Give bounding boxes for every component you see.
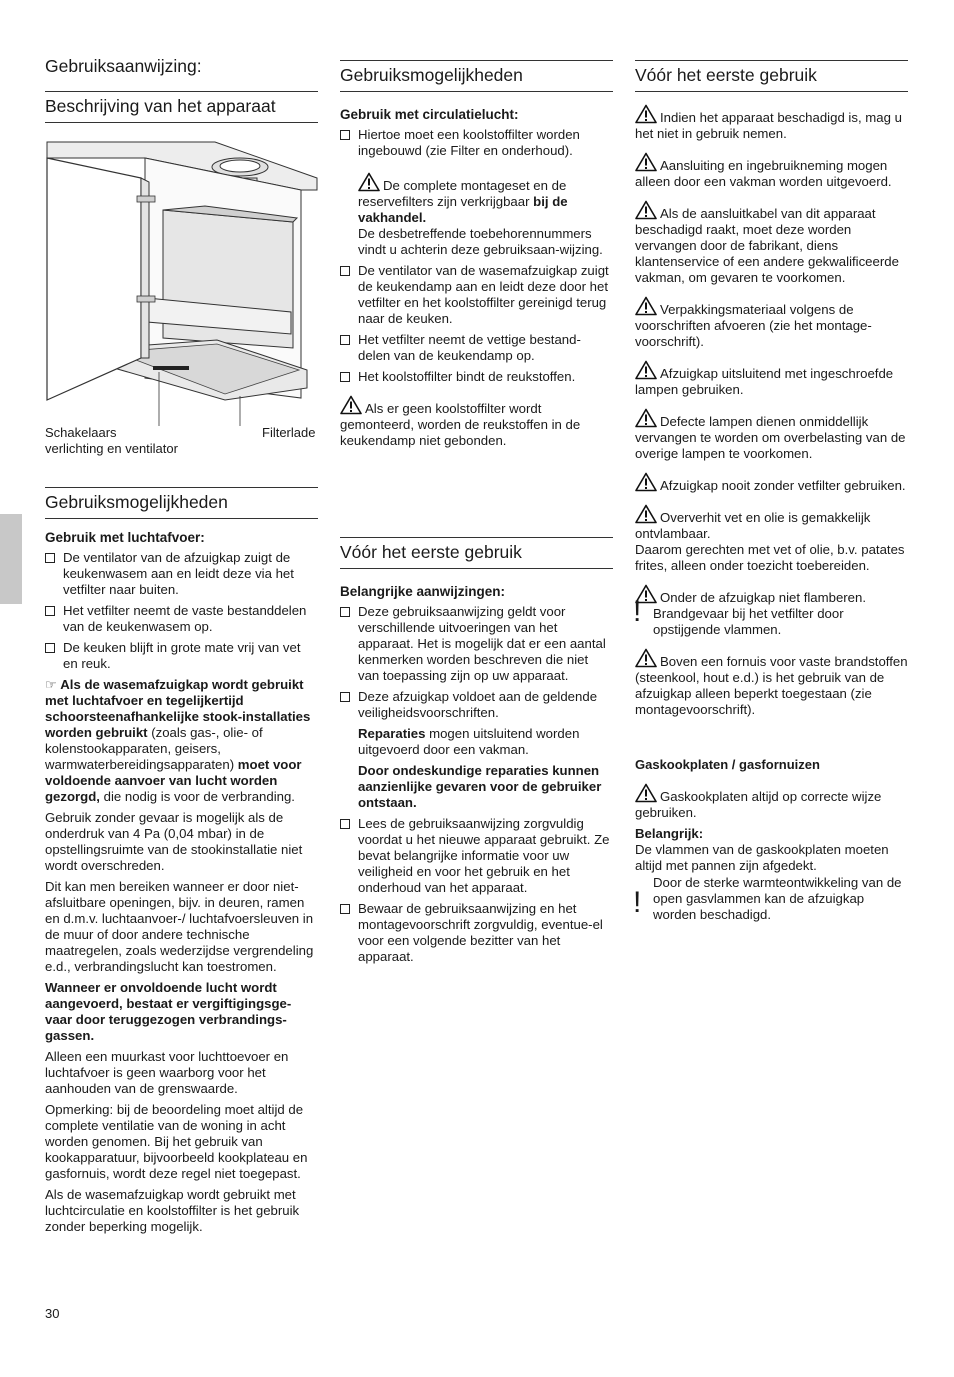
- warning-paragraph: [340, 395, 613, 449]
- warning-item: [635, 408, 908, 462]
- warning-text: Boven een fornuis voor vaste brandstoffen (steenkool, hout e.d.) is het gebruik van de afzuigkap alleen beperkt toegestaan (zie montagevoorschrift).: [635, 654, 908, 717]
- list-item: [340, 369, 613, 385]
- checkbox-bullet-icon: [340, 372, 350, 382]
- warning-block: [358, 172, 613, 258]
- checkbox-bullet-icon: [45, 553, 55, 563]
- usage-circulation-section: [340, 107, 613, 454]
- warning-icon: [635, 360, 657, 380]
- warning-icon: [635, 504, 657, 524]
- warning-icon: [635, 648, 657, 668]
- list-item-text: De keuken blijft in grote mate vrij van vet en reuk.: [63, 640, 301, 671]
- warning-icon: [635, 152, 657, 172]
- checkbox-bullet-icon: [45, 606, 55, 616]
- gas-section: [635, 757, 908, 923]
- warning-icon: [358, 172, 380, 192]
- warning-followup: Daarom gerechten met vet of olie, b.v. patates frites, alleen onder toezicht toebereiden.: [635, 542, 905, 573]
- warning-item: [635, 472, 908, 494]
- heading-usage-circ: Gebruiksmogelijkheden: [340, 60, 613, 92]
- note-normal-2: die nodig is voor de verbranding.: [99, 789, 295, 804]
- checkbox-bullet-icon: [340, 130, 350, 140]
- paragraph: De vlammen van de gaskookplaten moeten altijd met pannen zijn afgedekt.: [635, 842, 889, 873]
- warning-icon: [635, 472, 657, 492]
- warning-item: [635, 783, 908, 821]
- list-item: [340, 689, 613, 811]
- caption-switches-line1: Schakelaars: [45, 425, 117, 440]
- caption-switches-line2: verlichting en ventilator: [45, 441, 178, 456]
- checkbox-bullet-icon: [340, 692, 350, 702]
- note-bold-2: moet voor voldoende aanvoer van lucht worden gezorgd,: [45, 757, 302, 804]
- warning-text-bold: bij de vakhandel.: [358, 194, 568, 225]
- warning-text: Verpakkingsmateriaal volgens de voorschriften afvoeren (zie het montage-voorschrift).: [635, 302, 872, 349]
- warning-item: [635, 360, 908, 398]
- paragraph: Opmerking: bij de beoordeling moet altijd de complete ventilatie van de woning in acht worden genomen. Bij het gebruik van kookapparatuur, bijvoorbeeld kookplateau en gasfornuis, wordt deze regel niet toegepast.: [45, 1102, 308, 1181]
- warning-text: Afzuigkap nooit zonder vetfilter gebruiken.: [660, 478, 906, 493]
- warning-icon: [635, 783, 657, 803]
- list-item-text: Lees de gebruiksaanwijzing zorgvuldig voordat u het nieuwe apparaat gebruikt. Ze bevat belangrijke informatie voor uw veiligheid en voor het gebruik en het onderhoud van het apparaat.: [358, 816, 610, 895]
- repairs-note: [358, 726, 613, 758]
- warning-text: Indien het apparaat beschadigd is, mag u het niet in gebruik nemen.: [635, 110, 902, 141]
- pointing-hand-icon: ☞: [45, 677, 61, 692]
- checkbox-bullet-icon: [340, 335, 350, 345]
- heading-first-use-2: Vóór het eerste gebruik: [635, 60, 908, 92]
- paragraph: Gebruik zonder gevaar is mogelijk als de onderdruk van 4 Pa (0,04 mbar) in de opstellingsruimte van de stookinstallatie niet wordt overschreden.: [45, 810, 303, 873]
- warning-item: [635, 104, 908, 142]
- warning-item: [635, 296, 908, 350]
- subheading-gas: Gaskookplaten / gasfornuizen: [635, 757, 820, 772]
- warning-text: Onder de afzuigkap niet flamberen.: [660, 590, 866, 605]
- list-item-text: Het koolstoffilter bindt de reukstoffen.: [358, 369, 576, 384]
- doc-title: Gebruiksaanwijzing:: [45, 56, 202, 76]
- repairs-warning: Door ondeskundige reparaties kunnen aanzienlijke gevaren voor de gebruiker ontstaan.: [358, 763, 602, 810]
- section-tab-marker: [0, 514, 22, 604]
- warning-item: [635, 200, 908, 286]
- heading-description: Beschrijving van het apparaat: [45, 91, 318, 123]
- warning-text-2: De desbetreffende toebehorennummers vindt u achterin deze gebruiksaan-wijzing.: [358, 226, 603, 257]
- warning-item: [635, 504, 908, 542]
- warning-text: Afzuigkap uitsluitend met ingeschroefde lampen gebruiken.: [635, 366, 894, 397]
- exclamation-icon: !: [633, 886, 642, 919]
- usage-exhaust-section: [45, 530, 318, 1240]
- paragraph: Als de wasemafzuigkap wordt gebruikt met luchtcirculatie en koolstoffilter is het gebruik zonder beperking mogelijk.: [45, 1187, 300, 1234]
- paragraph: Door de sterke warmteontwikkeling van de open gasvlammen kan de afzuigkap worden beschadigd.: [653, 875, 902, 922]
- checkbox-bullet-icon: [340, 819, 350, 829]
- caption-filter-drawer: Filterlade: [262, 425, 316, 440]
- repairs-bold: Reparaties: [358, 726, 426, 741]
- subheading-circulation: Gebruik met circulatielucht:: [340, 107, 519, 122]
- warning-item-flambe: [635, 584, 908, 638]
- paragraph: Dit kan men bereiken wanneer er door niet-afsluitbare openingen, bijv. in deuren, ramen en d.m.v. luchtaanvoer-/ luchtafvoersleuven in de muur of door andere technische maatregelen, zoals wederzijdse vergrendeling e.d., verbrandingslucht kan toestromen.: [45, 879, 314, 974]
- list-item: [340, 332, 613, 364]
- warning-text: Als er geen koolstoffilter wordt gemonteerd, worden de reukstoffen in de keukendamp niet gebonden.: [340, 401, 581, 448]
- page-number: 30: [45, 1306, 60, 1321]
- list-item-text: Bewaar de gebruiksaanwijzing en het montagevoorschrift zorgvuldig, eventue-el voor een volgende bezitter van het apparaat.: [358, 901, 603, 964]
- warning-item: [635, 152, 908, 190]
- warning-icon: [635, 408, 657, 428]
- list-item: [340, 816, 613, 896]
- list-item: [45, 603, 318, 635]
- checkbox-bullet-icon: [45, 643, 55, 653]
- list-item: [45, 640, 318, 672]
- note-paragraph: [45, 677, 318, 805]
- warning-icon: [340, 395, 362, 415]
- heading-first-use: Vóór het eerste gebruik: [340, 537, 613, 569]
- list-item-text: Deze afzuigkap voldoet aan de geldende veiligheidsvoorschriften.: [358, 689, 598, 720]
- repairs-text: mogen uitsluitend worden uitgevoerd door een vakman.: [358, 726, 580, 757]
- warning-icon: [635, 104, 657, 124]
- subheading-important: Belangrijke aanwijzingen:: [340, 584, 506, 599]
- list-item-text: Het vetfilter neemt de vettige bestand-delen van de keukendamp op.: [358, 332, 581, 363]
- checkbox-bullet-icon: [340, 607, 350, 617]
- list-item: [340, 127, 613, 258]
- warning-text: De complete montageset en de reservefilters zijn verkrijgbaar: [358, 178, 567, 209]
- list-item: [340, 901, 613, 965]
- gas-warning: [635, 875, 908, 923]
- warning-text: Aansluiting en ingebruikneming mogen alleen door een vakman worden uitgevoerd.: [635, 158, 892, 189]
- list-item-text: Het vetfilter neemt de vaste bestanddelen van de keukenwasem op.: [63, 603, 307, 634]
- list-item-text: De ventilator van de wasemafzuigkap zuigt de keukendamp aan en leidt deze door het vetfilter en het koolstoffilter gereinigd terug naar de keuken.: [358, 263, 609, 326]
- warning-icon: [635, 200, 657, 220]
- note-bold-1: Als de wasemafzuigkap wordt gebruikt met luchtafvoer en tegelijkertijd schoorsteenafhankelijke stook-installaties worden gebruikt: [45, 677, 311, 740]
- warning-text: Als de aansluitkabel van dit apparaat beschadigd raakt, moet deze worden vervangen door de fabrikant, diens klantenservice of een andere gekwalificeerde vakman, om gevaren te voorkomen.: [635, 206, 899, 285]
- warning-text: Oververhit vet en olie is gemakkelijk ontvlambaar.: [635, 510, 871, 541]
- warning-text: Gaskookplaten altijd op correcte wijze gebruiken.: [635, 789, 882, 820]
- warning-line: [635, 584, 908, 606]
- list-item: [340, 604, 613, 684]
- first-use-section: [340, 584, 613, 970]
- exclamation-icon: !: [633, 595, 642, 628]
- list-item-text: Deze gebruiksaanwijzing geldt voor verschillende uitvoeringen van het apparaat. Het is mogelijk dat er een aantal kenmerken worden beschreven die niet van toepassing zijn op uw apparaat.: [358, 604, 606, 683]
- important-label: Belangrijk:: [635, 826, 704, 841]
- paragraph: Alleen een muurkast voor luchttoevoer en luchtafvoer is geen waarborg voor het aanhouden van de grenswaarde.: [45, 1049, 289, 1096]
- warning-icon: [635, 296, 657, 316]
- warning-text: Defecte lampen dienen onmiddellijk vervangen te worden om overbelasting van de overige lampen te voorkomen.: [635, 414, 906, 461]
- checkbox-bullet-icon: [340, 266, 350, 276]
- list-item: [45, 550, 318, 598]
- warning-followup: Brandgevaar bij het vetfilter door opstijgende vlammen.: [653, 606, 844, 637]
- safety-warnings: [635, 104, 908, 728]
- heading-usage: Gebruiksmogelijkheden: [45, 487, 318, 519]
- list-item-text: Hiertoe moet een koolstoffilter worden ingebouwd (zie Filter en onderhoud).: [358, 127, 580, 158]
- checkbox-bullet-icon: [340, 904, 350, 914]
- subheading-exhaust: Gebruik met luchtafvoer:: [45, 530, 205, 545]
- appliance-illustration: [45, 138, 320, 428]
- note-normal-1: (zoals gas-, olie- of kolenstookapparaten, geisers, warmwaterbereidingsapparaten): [45, 725, 263, 772]
- warning-paragraph: Wanneer er onvoldoende lucht wordt aangevoerd, bestaat er vergiftigingsge-vaar door teruggezogen verbrandings-gassen.: [45, 980, 292, 1043]
- caption-switches: [45, 425, 178, 457]
- list-item: [340, 263, 613, 327]
- list-item-text: De ventilator van de afzuigkap zuigt de keukenwasem aan en leidt deze via het vetfilter naar buiten.: [63, 550, 294, 597]
- warning-item: [635, 648, 908, 718]
